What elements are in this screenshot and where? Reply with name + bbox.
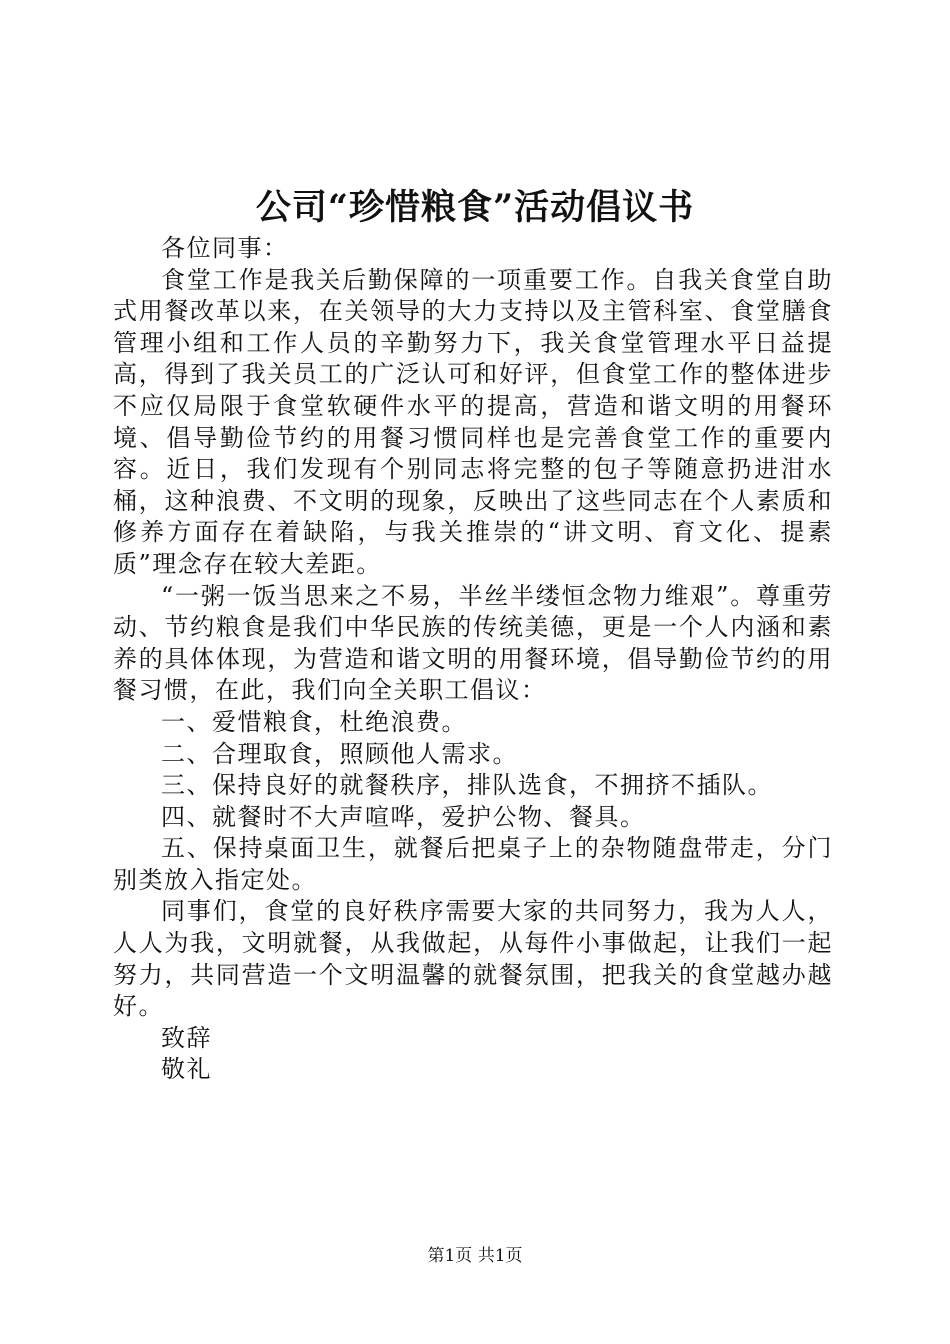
page-number-footer: 第1页 共1页	[427, 1246, 523, 1266]
proposal-item-5: 五、保持桌面卫生，就餐后把桌子上的杂物随盘带走，分门别类放入指定处。	[113, 834, 833, 894]
paragraph-proposal: “一粥一饭当思来之不易，半丝半缕恒念物力维艰”。尊重劳动、节约粮食是我们中华民族的传统美德，更是一个人内涵和素养的具体体现，为营造和谐文明的用餐环境，倡导勤俭节约的用餐习惯，在此，我们向全关职工倡议：	[113, 581, 833, 705]
proposal-item-4: 四、就餐时不大声喧哗，爱护公物、餐具。	[161, 802, 646, 831]
proposal-item-2: 二、合理取食，照顾他人需求。	[161, 739, 518, 768]
closing-line-1: 致辞	[161, 1023, 212, 1052]
proposal-item-1: 一、爱惜粮食，杜绝浪费。	[161, 707, 467, 736]
document-title: 公司“珍惜粮食”活动倡议书	[255, 187, 695, 228]
closing-line-2: 敬礼	[161, 1055, 212, 1084]
document-body	[113, 233, 833, 1086]
paragraph-intro: 食堂工作是我关后勤保障的一项重要工作。自我关食堂自助式用餐改革以来，在关领导的大力支持以及主管科室、食堂膳食管理小组和工作人员的辛勤努力下，我关食堂管理水平日益提高，得到了我关员工的广泛认可和好评，但食堂工作的整体进步不应仅局限于食堂软硬件水平的提高，营造和谐文明的用餐环境、倡导勤俭节约的用餐习惯同样也是完善食堂工作的重要内容。近日，我们发现有个别同志将完整的包子等随意扔进泔水桶，这种浪费、不文明的现象，反映出了这些同志在个人素质和修养方面存在着缺陷，与我关推崇的“讲文明、育文化、提素质”理念存在较大差距。	[113, 265, 833, 578]
paragraph-conclusion: 同事们，食堂的良好秩序需要大家的共同努力，我为人人，人人为我，文明就餐，从我做起，从每件小事做起，让我们一起努力，共同营造一个文明温馨的就餐氛围，把我关的食堂越办越好。	[113, 897, 833, 1021]
salutation: 各位同事：	[161, 234, 289, 262]
proposal-item-3: 三、保持良好的就餐秩序，排队选食，不拥挤不插队。	[161, 771, 773, 800]
